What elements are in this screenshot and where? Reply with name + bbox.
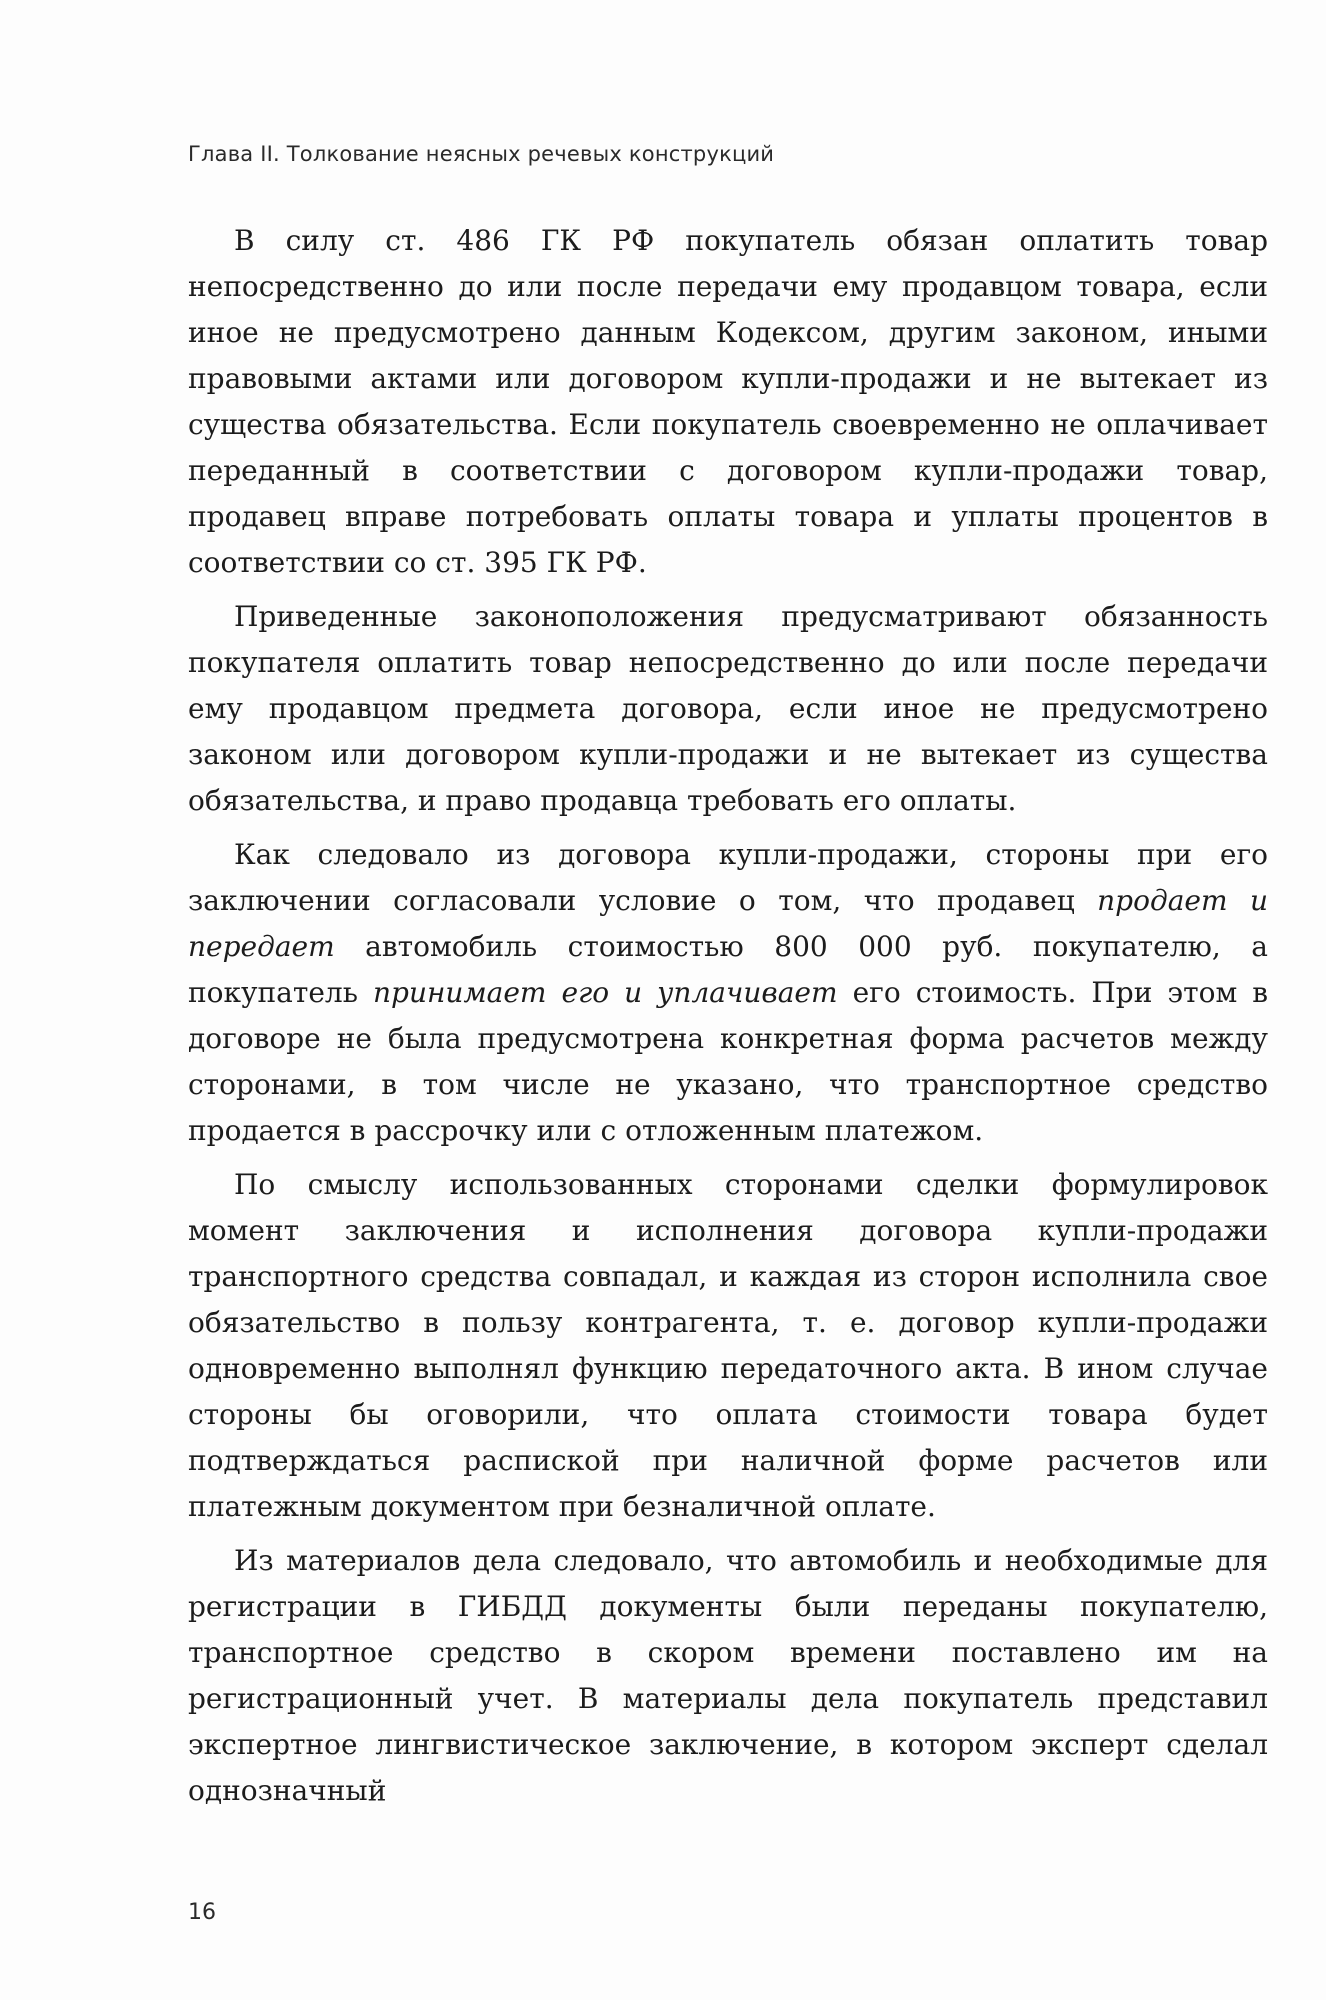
paragraph-3-italic-1: продает и передает — [188, 884, 1268, 963]
paragraph-1: В силу ст. 486 ГК РФ покупатель обязан оплатить товар непосредственно до или после передачи ему продавцом товара, если иное не предусмотрено данным Кодексом, другим законом, иными правовыми актами или договором купли-продажи и не вытекает из существа обязательства. Если покупатель своевременно не оплачивает переданный в соответствии с договором купли-продажи товар, продавец вправе потребовать оплаты товара и уплаты процентов в соответствии со ст. 395 ГК РФ. — [188, 224, 1268, 579]
paragraph-4: По смыслу использованных сторонами сделки формулировок момент заключения и исполнения договора купли-продажи транспортного средства совпадал, и каждая из сторон исполнила свое обязательство в пользу контрагента, т. е. договор купли-продажи одновременно выполнял функцию передаточного акта. В ином случае стороны бы оговорили, что оплата стоимости товара будет подтверждаться распиской при наличной форме расчетов или платежным документом при безналичной оплате. — [188, 1168, 1268, 1523]
paragraph-5: Из материалов дела следовало, что автомобиль и необходимые для регистрации в ГИБДД документы были переданы покупателю, транспортное средство в скором времени поставлено им на регистрационный учет. В материалы дела покупатель представил экспертное лингвистическое заключение, в котором эксперт сделал однозначный — [188, 1544, 1268, 1807]
paragraph-3-italic-2: принимает его и уплачивает — [372, 976, 838, 1009]
paragraph-3-part-2: автомобиль стоимостью 800 000 руб. покупателю, а покупатель — [188, 930, 1268, 1009]
page-number: 16 — [188, 1900, 216, 1925]
body-text — [188, 218, 1268, 1822]
paragraph-3 — [188, 832, 1268, 1154]
paragraph-2: Приведенные законоположения предусматривают обязанность покупателя оплатить товар непосредственно до или после передачи ему продавцом предмета договора, если иное не предусмотрено законом или договором купли-продажи и не вытекает из существа обязательства, и право продавца требовать его оплаты. — [188, 600, 1268, 817]
running-head: Глава II. Толкование неясных речевых конструкций — [188, 142, 775, 166]
paragraph-3-part-3: его стоимость. При этом в договоре не была предусмотрена конкретная форма расчетов между сторонами, в том числе не указано, что транспортное средство продается в рассрочку или с отложенным платежом. — [188, 976, 1269, 1147]
paragraph-3-part-1: Как следовало из договора купли-продажи, стороны при его заключении согласовали условие о том, что продавец — [188, 838, 1268, 917]
